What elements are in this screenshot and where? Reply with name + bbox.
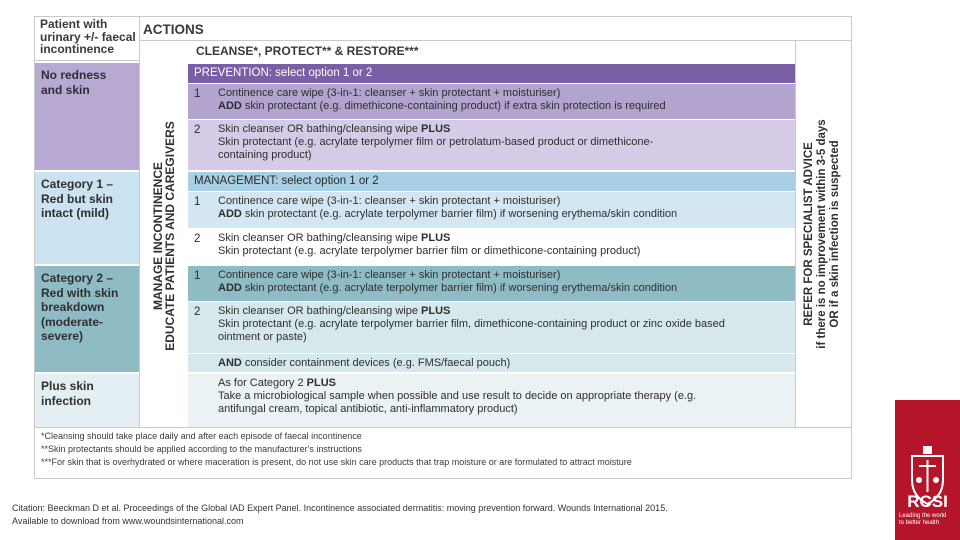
footnote: ***For skin that is overhydrated or where maceration is present, do not use skin care products that trap moisture or are formulated to attract moisture: [41, 457, 632, 467]
row-label-line: infection: [41, 393, 91, 408]
option-text: containing product): [218, 149, 312, 161]
cleanse-title: CLEANSE*, PROTECT** & RESTORE***: [196, 44, 419, 58]
option-text-rest: skin protectant (e.g. acrylate terpolymer barrier film) if worsening erythema/skin condition: [241, 208, 678, 220]
divider: [35, 427, 851, 428]
bold-text: PLUS: [306, 377, 336, 389]
option-number: 2: [188, 229, 212, 264]
row-label-category-2: [35, 266, 139, 372]
prevention-option-1: [212, 84, 795, 119]
infection-option: [188, 374, 795, 427]
option-text-rest: skin protectant (e.g. acrylate terpolymer barrier film) if worsening erythema/skin condition: [241, 282, 678, 294]
row-label-line: Red but skin: [41, 191, 114, 206]
patient-header: [40, 18, 140, 56]
footnotes: [41, 430, 841, 469]
category-2-option-1: [212, 266, 795, 301]
option-text: Skin protectant (e.g. acrylate terpolymer barrier film, dimethicone-containing product or zinc oxide based: [218, 318, 725, 330]
option-text: Continence care wipe (3-in-1: cleanser + skin protectant + moisturiser): [218, 195, 561, 207]
footnote: **Skin protectants should be applied according to the manufacturer's instructions: [41, 444, 362, 454]
option-text: [218, 100, 795, 113]
row-label-line: severe): [41, 329, 84, 343]
option-text-rest: consider containment devices (e.g. FMS/faecal pouch): [241, 357, 511, 369]
refer-vertical-label: [803, 54, 843, 414]
iad-table: [34, 16, 852, 479]
row-label-line: breakdown: [41, 300, 105, 314]
option-text: [218, 232, 795, 245]
bold-text: PLUS: [421, 305, 451, 317]
option-text: [218, 208, 795, 221]
option-text: Continence care wipe (3-in-1: cleanser + skin protectant + moisturiser): [218, 269, 561, 281]
row-label-line: No redness: [41, 68, 107, 82]
option-text: Take a microbiological sample when possible and use result to decide on appropriate therapy (e.g.: [218, 390, 697, 402]
citation-line: Available to download from www.woundsinternational.com: [12, 515, 244, 526]
option-text-lead: As for Category 2: [218, 377, 307, 389]
vertical-label-line: REFER FOR SPECIALIST ADVICE: [803, 142, 815, 326]
bold-text: PLUS: [421, 123, 451, 135]
management-bar: MANAGEMENT: select option 1 or 2: [188, 172, 795, 191]
actions-header: ACTIONS: [143, 22, 204, 37]
citation: [12, 502, 832, 527]
rcsi-logo-panel: [895, 400, 960, 540]
patient-header-line: incontinence: [40, 42, 115, 56]
option-text: Continence care wipe (3-in-1: cleanser + skin protectant + moisturiser): [218, 87, 561, 99]
row-label-category-1: [35, 172, 139, 264]
option-number: 1: [188, 84, 212, 119]
option-text: Skin protectant (e.g. acrylate terpolymer film or petrolatum-based product or dimethicone-: [218, 136, 654, 148]
management-option-2: [212, 229, 795, 264]
option-text-lead: Skin cleanser OR bathing/cleansing wipe: [218, 232, 422, 244]
option-text: ointment or paste): [218, 331, 307, 343]
row-label-line: (moderate-: [41, 314, 104, 329]
category-2-containment: [188, 354, 795, 372]
option-text-lead: Skin cleanser OR bathing/cleansing wipe: [218, 305, 422, 317]
prevention-option-2: [212, 120, 795, 170]
bold-text: AND: [218, 357, 242, 369]
rcsi-name: RCSI: [907, 492, 948, 511]
row-label-line: Category 2 –: [41, 271, 114, 285]
bold-text: ADD: [218, 208, 242, 220]
vertical-label-line: if there is no improvement within 3-5 days: [816, 119, 828, 349]
row-label-line: Category 1 –: [41, 177, 114, 191]
citation-line: Citation: Beeckman D et al. Proceedings of the Global IAD Expert Panel. Incontinence associated dermatitis: moving prevention forward. Wounds International 2015.: [12, 503, 668, 513]
category-2-option-2: [212, 302, 795, 353]
prevention-bar: PREVENTION: select option 1 or 2: [188, 64, 795, 83]
patient-header-line: Patient with: [40, 17, 108, 31]
tagline-line: to better health: [899, 520, 940, 526]
rcsi-tagline: [899, 513, 959, 527]
row-label-line: Red with skin: [41, 285, 119, 300]
management-option-1: [212, 192, 795, 228]
divider: [35, 60, 139, 61]
row-label-line: Plus skin: [41, 379, 94, 393]
option-text: [218, 305, 795, 318]
row-label-line: intact (mild): [41, 206, 109, 220]
bold-text: ADD: [218, 282, 242, 294]
patient-header-line: urinary +/- faecal: [40, 29, 136, 44]
bold-text: PLUS: [421, 232, 451, 244]
vertical-label-line: EDUCATE PATIENTS AND CAREGIVERS: [163, 121, 177, 351]
row-label-infection: [35, 374, 139, 427]
option-text-rest: skin protectant (e.g. dimethicone-containing product) if extra skin protection is required: [241, 100, 666, 112]
row-label-line: and skin: [41, 82, 90, 97]
option-text-lead: Skin cleanser OR bathing/cleansing wipe: [218, 123, 422, 135]
footnote: *Cleansing should take place daily and after each episode of faecal incontinence: [41, 431, 362, 441]
option-number: 2: [188, 302, 212, 353]
option-text: Skin protectant (e.g. acrylate terpolymer barrier film or dimethicone-containing product): [218, 245, 641, 257]
option-text: [218, 123, 795, 136]
option-number: 2: [188, 120, 212, 170]
option-number: 1: [188, 266, 212, 301]
tagline-line: Leading the world: [899, 513, 947, 519]
vertical-label-line: MANAGE INCONTINENCE: [151, 162, 165, 311]
row-label-no-redness: [35, 63, 139, 170]
option-number: 1: [188, 192, 212, 228]
educate-vertical-label: [151, 56, 177, 416]
vertical-label-line: OR if a skin infection is suspected: [829, 140, 841, 328]
option-text: antifungal cream, topical antibiotic, anti-inflammatory product): [218, 403, 518, 415]
option-text: [218, 377, 795, 390]
option-text: [218, 282, 795, 295]
bold-text: ADD: [218, 100, 242, 112]
